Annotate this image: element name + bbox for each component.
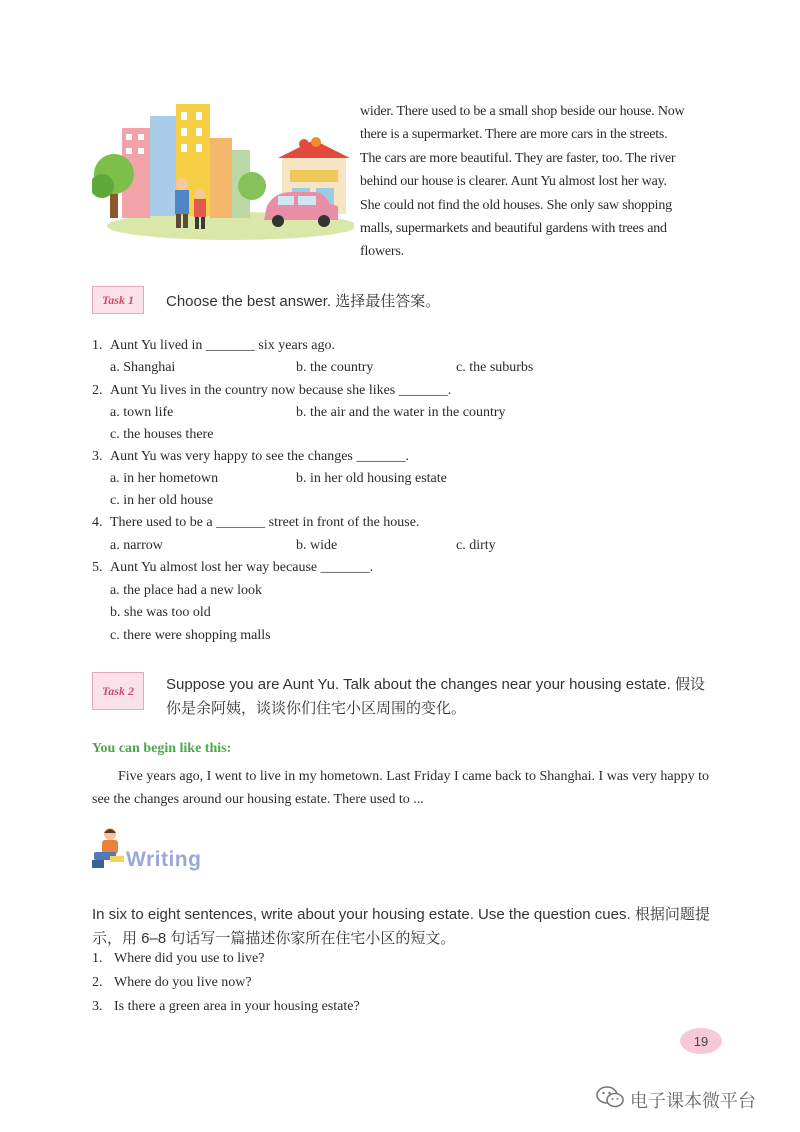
question-text: There used to be a _______ street in front of the house.	[110, 515, 420, 530]
task2-instruction-line1: Suppose you are Aunt Yu. Talk about the changes near your housing estate. 假设	[166, 676, 705, 693]
task2-label: Task 2	[92, 672, 144, 710]
cue-number: 2.	[92, 975, 103, 990]
option-a: a. in her hometown	[110, 471, 219, 486]
begin-heading: You can begin like this:	[92, 741, 232, 756]
cue-text: Where do you live now?	[114, 975, 252, 990]
question-number: 4.	[92, 515, 103, 530]
page-number: 19	[693, 1033, 709, 1049]
reading-line: malls, supermarkets and beautiful gardens with trees and	[360, 221, 667, 237]
question-text: Aunt Yu lived in _______ six years ago.	[110, 338, 336, 353]
reading-paragraph	[360, 100, 710, 264]
watermark-text: 电子课本微平台	[630, 1090, 756, 1112]
reading-line: behind our house is clearer. Aunt Yu almost lost her way.	[360, 174, 667, 190]
option-c: c. in her old house	[110, 493, 214, 508]
wechat-icon	[596, 1086, 624, 1113]
writing-instruction-line2: 示，用 6–8 句话写一篇描述你家所在住宅小区的短文。	[92, 930, 456, 947]
option-b: b. the country	[296, 360, 374, 375]
task1-instruction: Choose the best answer. 选择最佳答案。	[166, 293, 441, 310]
option-b: b. the air and the water in the country	[296, 405, 506, 420]
page-number-badge	[680, 1028, 722, 1054]
question-number: 3.	[92, 449, 103, 464]
question-number: 2.	[92, 383, 103, 398]
question-text: Aunt Yu almost lost her way because _______.	[110, 560, 374, 575]
question-number: 1.	[92, 338, 103, 353]
option-c: c. dirty	[456, 538, 496, 553]
option-a: a. Shanghai	[110, 360, 176, 375]
cue-text: Is there a green area in your housing estate?	[114, 999, 360, 1014]
reading-line: there is a supermarket. There are more cars in the streets.	[360, 127, 668, 143]
option-c: c. the houses there	[110, 427, 214, 442]
option-b: b. she was too old	[110, 605, 211, 620]
option-a: a. narrow	[110, 538, 163, 553]
watermark	[596, 1086, 756, 1113]
writing-heading: Writing	[126, 848, 202, 871]
reading-line: She could not find the old houses. She only saw shopping	[360, 197, 672, 213]
reading-line: wider. There used to be a small shop beside our house. Now	[360, 104, 685, 119]
question-number: 5.	[92, 560, 103, 575]
writing-instruction-line1: In six to eight sentences, write about your housing estate. Use the question cues. 根据问题提	[92, 906, 710, 923]
option-b: b. wide	[296, 538, 338, 553]
reading-line: The cars are more beautiful. They are faster, too. The river	[360, 150, 676, 166]
task1-label: Task 1	[92, 286, 144, 314]
cue-number: 1.	[92, 951, 103, 966]
option-b: b. in her old housing estate	[296, 471, 447, 486]
task2-instruction-line2: 你是余阿姨，谈谈你们住宅小区周围的变化。	[166, 700, 467, 717]
cue-text: Where did you use to live?	[114, 951, 265, 966]
question-text: Aunt Yu lives in the country now because she likes _______.	[110, 383, 452, 398]
option-c: c. the suburbs	[456, 360, 534, 375]
sample-beginning-paragraph: Five years ago, I went to live in my hometown. Last Friday I came back to Shanghai. I was very happy to see the changes around our housing estate. There used to ...	[92, 769, 709, 807]
cue-number: 3.	[92, 999, 103, 1014]
option-a: a. town life	[110, 405, 174, 420]
writing-figure-icon	[90, 826, 126, 872]
question-text: Aunt Yu was very happy to see the changes _______.	[110, 449, 409, 464]
reading-line: flowers.	[360, 244, 404, 260]
option-a: a. the place had a new look	[110, 583, 262, 598]
option-c: c. there were shopping malls	[110, 628, 271, 643]
town-illustration	[92, 98, 354, 240]
